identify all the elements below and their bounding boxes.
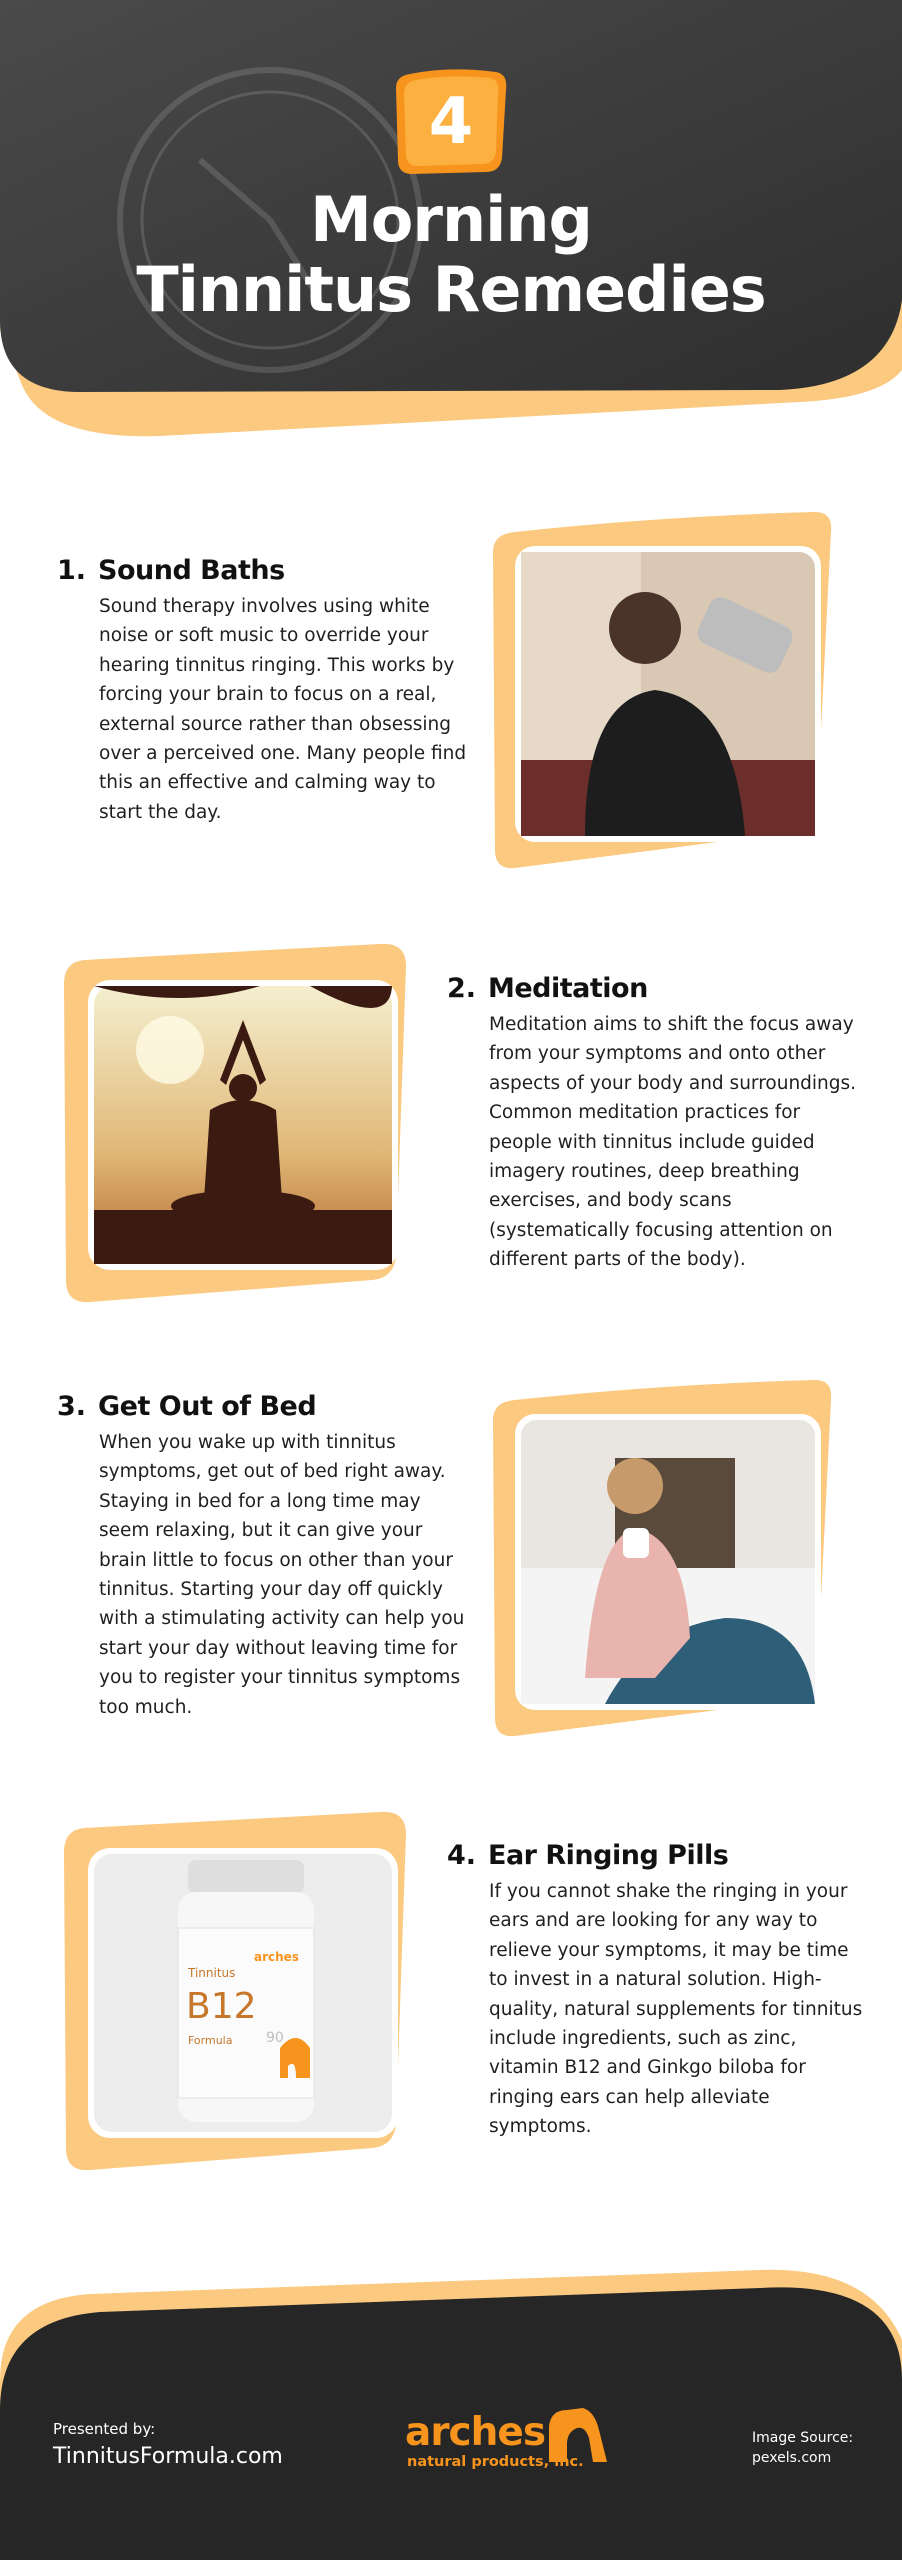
section-body: Meditation aims to shift the focus away from your symptoms and onto other aspects of your body and surroundings. Common meditation practices for people with tinnitus include guided imagery routines, deep breathing exercises, and body scans (systematically focusing attention on different parts of the body). (489, 1014, 857, 1271)
title-line-2: Tinnitus Remedies (136, 253, 766, 326)
title-line-1: Morning (310, 183, 592, 256)
presented-by-label: Presented by: (53, 2420, 156, 2438)
section-number: 1. (57, 555, 87, 586)
bottle-name: B12 (186, 1986, 257, 2027)
number-badge (392, 66, 510, 178)
bottle-product-line: Tinnitus (188, 1966, 236, 1980)
section-heading: Ear Ringing Pills (488, 1840, 729, 1871)
presented-by-site: TinnitusFormula.com (53, 2444, 283, 2469)
pill-bottle-photo (60, 1808, 415, 2173)
bottle-count: 90 (266, 2030, 284, 2046)
section-number: 4. (447, 1840, 477, 1871)
bed-photo (485, 1378, 835, 1738)
section-number: 3. (57, 1391, 87, 1422)
page-title (0, 185, 902, 325)
bottle-brand: arches (254, 1950, 299, 1964)
section-body: Sound therapy involves using white noise or soft music to override your hearing tinnitus ringing. This works by forcing your brain to focus on a real, external source rather than obsessing over a perceived one. Many people find this an effective and calming way to start the day. (99, 596, 467, 823)
sound-bath-photo (485, 510, 835, 870)
meditation-photo (60, 940, 415, 1305)
arches-logo (405, 2410, 625, 2480)
logo-subtitle: natural products, inc. (407, 2454, 584, 2470)
section-number: 2. (447, 973, 477, 1004)
logo-wordmark: arches (405, 2410, 546, 2455)
header (0, 0, 902, 440)
image-source-label: Image Source: (752, 2430, 854, 2446)
bottle-formula: Formula (188, 2034, 233, 2047)
section-body: When you wake up with tinnitus symptoms, get out of bed right away. Staying in bed for a long time may seem relaxing, but it can give your brain little to focus on other than your tinnitus. Starting your day off quickly with a stimulating activity can help you start your day without leaving time for you to register your tinnitus symptoms too much. (99, 1432, 465, 1718)
section-body: If you cannot shake the ringing in your ears and are looking for any way to relieve your symptoms, it may be time to invest in a natural solution. High-quality, natural supplements for tinnitus include ingredients, such as zinc, vitamin B12 and Ginkgo biloba for ringing ears can help alleviate symptoms. (489, 1881, 863, 2138)
section-heading: Sound Baths (98, 555, 285, 586)
section-heading: Get Out of Bed (98, 1391, 317, 1422)
badge-number: 4 (428, 85, 474, 159)
image-source-site: pexels.com (752, 2450, 832, 2466)
section-heading: Meditation (488, 973, 648, 1004)
image-source (752, 2428, 853, 2468)
